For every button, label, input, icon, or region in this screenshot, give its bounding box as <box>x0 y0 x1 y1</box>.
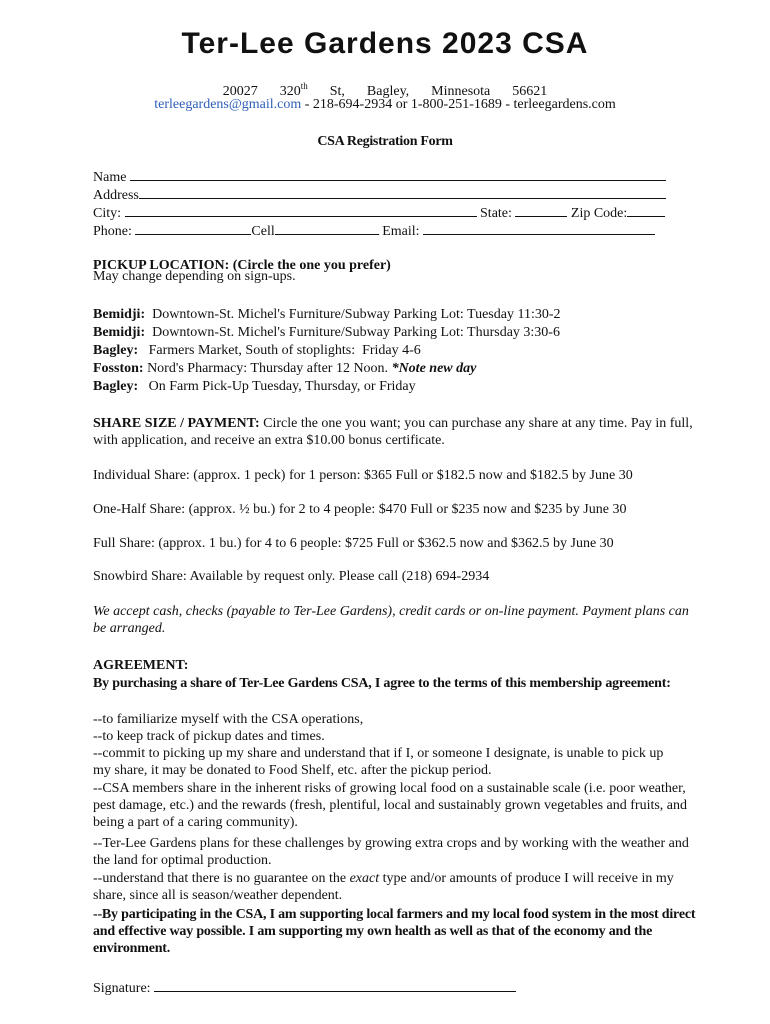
zip-label: Zip Code: <box>570 206 628 221</box>
share-option[interactable]: Full Share: (approx. 1 bu.) for 4 to 6 people: $725 Full or $362.5 now and $362.5 by June 30 <box>93 536 614 551</box>
email-field[interactable] <box>423 222 655 235</box>
pickup-place: Bagley: <box>93 343 139 358</box>
pickup-detail: Downtown-St. Michel's Furniture/Subway Parking Lot: Tuesday 11:30-2 <box>145 307 561 322</box>
agreement-item: --commit to picking up my share and understand that if I, or someone I designate, is unable to pick up my share, it may be donated to Food Shelf, etc. after the pickup period. <box>93 746 664 778</box>
state-label: State: <box>480 206 512 221</box>
pickup-detail: Downtown-St. Michel's Furniture/Subway Parking Lot: Thursday 3:30-6 <box>145 325 560 340</box>
contact-phones-website: - 218-694-2934 or 1-800-251-1689 - terleegardens.com <box>301 97 616 112</box>
city-field[interactable] <box>125 204 477 217</box>
cell-field[interactable] <box>275 222 379 235</box>
payment-note: We accept cash, checks (payable to Ter-Lee Gardens), credit cards or on-line payment. Payment plans can be arranged. <box>93 604 689 636</box>
agreement-item: --CSA members share in the inherent risks of growing local food on a sustainable scale (i.e. poor weather, pest damage, etc.) and the rewards (fresh, plentiful, local and sustainably grown vegetables and fruits, and being a part of a caring community). <box>93 781 688 830</box>
cell-label: Cell <box>251 224 275 239</box>
city-label: City: <box>93 206 122 221</box>
share-intro <box>93 415 703 449</box>
signature-field[interactable] <box>154 979 516 992</box>
pickup-place: Bagley: <box>93 379 139 394</box>
name-field-row <box>93 168 666 186</box>
phone-label: Phone: <box>93 224 132 239</box>
email-link[interactable]: terleegardens@gmail.com <box>154 97 302 112</box>
share-option[interactable]: Individual Share: (approx. 1 peck) for 1 person: $365 Full or $182.5 now and $182.5 by June 30 <box>93 468 633 483</box>
pickup-note: May change depending on sign-ups. <box>93 269 296 284</box>
pickup-location-option[interactable] <box>93 324 560 341</box>
state-field[interactable] <box>515 204 567 217</box>
pickup-detail: Farmers Market, South of stoplights: Friday 4-6 <box>138 343 421 358</box>
phone-field[interactable] <box>135 222 251 235</box>
address-number: 20027 <box>222 83 258 99</box>
guarantee-text-start: --understand that there is no guarantee on the <box>93 871 350 886</box>
phone-field-row <box>93 222 655 240</box>
city-field-row <box>93 204 665 222</box>
pickup-place: Bemidji: <box>93 325 146 340</box>
zip-field[interactable] <box>627 204 665 217</box>
form-title: CSA Registration Form <box>317 134 453 149</box>
share-option[interactable]: One-Half Share: (approx. ½ bu.) for 2 to 4 people: $470 Full or $235 now and $235 by June 30 <box>93 502 627 517</box>
agreement-lead: By purchasing a share of Ter-Lee Gardens CSA, I agree to the terms of this membership agreement: <box>93 676 671 691</box>
address-label: Address <box>93 188 139 203</box>
pickup-place: Bemidji: <box>93 307 146 322</box>
pickup-location-option[interactable] <box>93 342 421 359</box>
agreement-guarantee <box>93 870 703 904</box>
address-street-number: 320 <box>279 83 301 99</box>
page-title: Ter-Lee Gardens 2023 CSA <box>181 27 589 60</box>
signature-row <box>93 979 516 997</box>
agreement-item: --Ter-Lee Gardens plans for these challenges by growing extra crops and by working with the weather and the land for optimal production. <box>93 836 689 868</box>
address-ordinal: th <box>300 81 308 91</box>
share-option[interactable]: Snowbird Share: Available by request only. Please call (218) 694-2934 <box>93 569 490 584</box>
address-city: Bagley, <box>366 83 410 99</box>
pickup-place: Fosston: <box>93 361 144 376</box>
pickup-location-option[interactable] <box>93 360 476 377</box>
address-field-row <box>93 186 666 204</box>
agreement-heading: AGREEMENT: <box>93 658 189 673</box>
pickup-detail: Nord's Pharmacy: Thursday after 12 Noon. <box>143 361 392 376</box>
agreement-closing: --By participating in the CSA, I am supporting local farmers and my local food system in the most direct and effective way possible. I am supporting my own health as well as that of the economy and the environment. <box>93 907 696 956</box>
guarantee-text-end: type and/or amounts of produce I will receive in my share, since all is season/weather dependent. <box>93 871 674 903</box>
address-street: St, <box>329 83 345 99</box>
address-state: Minnesota <box>431 83 491 99</box>
name-label: Name <box>93 170 127 185</box>
signature-label: Signature: <box>93 981 151 996</box>
share-heading: SHARE SIZE / PAYMENT: <box>93 416 260 431</box>
pickup-location-option[interactable] <box>93 306 561 323</box>
email-label: Email: <box>382 224 420 239</box>
name-field[interactable] <box>130 168 666 181</box>
agreement-item: --to keep track of pickup dates and times. <box>93 729 325 744</box>
pickup-new-day-note: *Note new day <box>391 361 477 376</box>
agreement-item: --to familiarize myself with the CSA operations, <box>93 712 364 727</box>
address-zip: 56621 <box>512 83 548 99</box>
contact-line <box>0 96 770 113</box>
pickup-detail: On Farm Pick-Up Tuesday, Thursday, or Friday <box>138 379 416 394</box>
address-field[interactable] <box>139 186 666 199</box>
pickup-location-option[interactable] <box>93 378 416 395</box>
guarantee-emphasis: exact <box>349 871 380 886</box>
share-intro-text: Circle the one you want; you can purchase any share at any time. Pay in full, with application, and receive an extra $10.00 bonus certificate. <box>93 416 693 448</box>
pickup-heading: PICKUP LOCATION: (Circle the one you prefer) <box>93 258 391 273</box>
